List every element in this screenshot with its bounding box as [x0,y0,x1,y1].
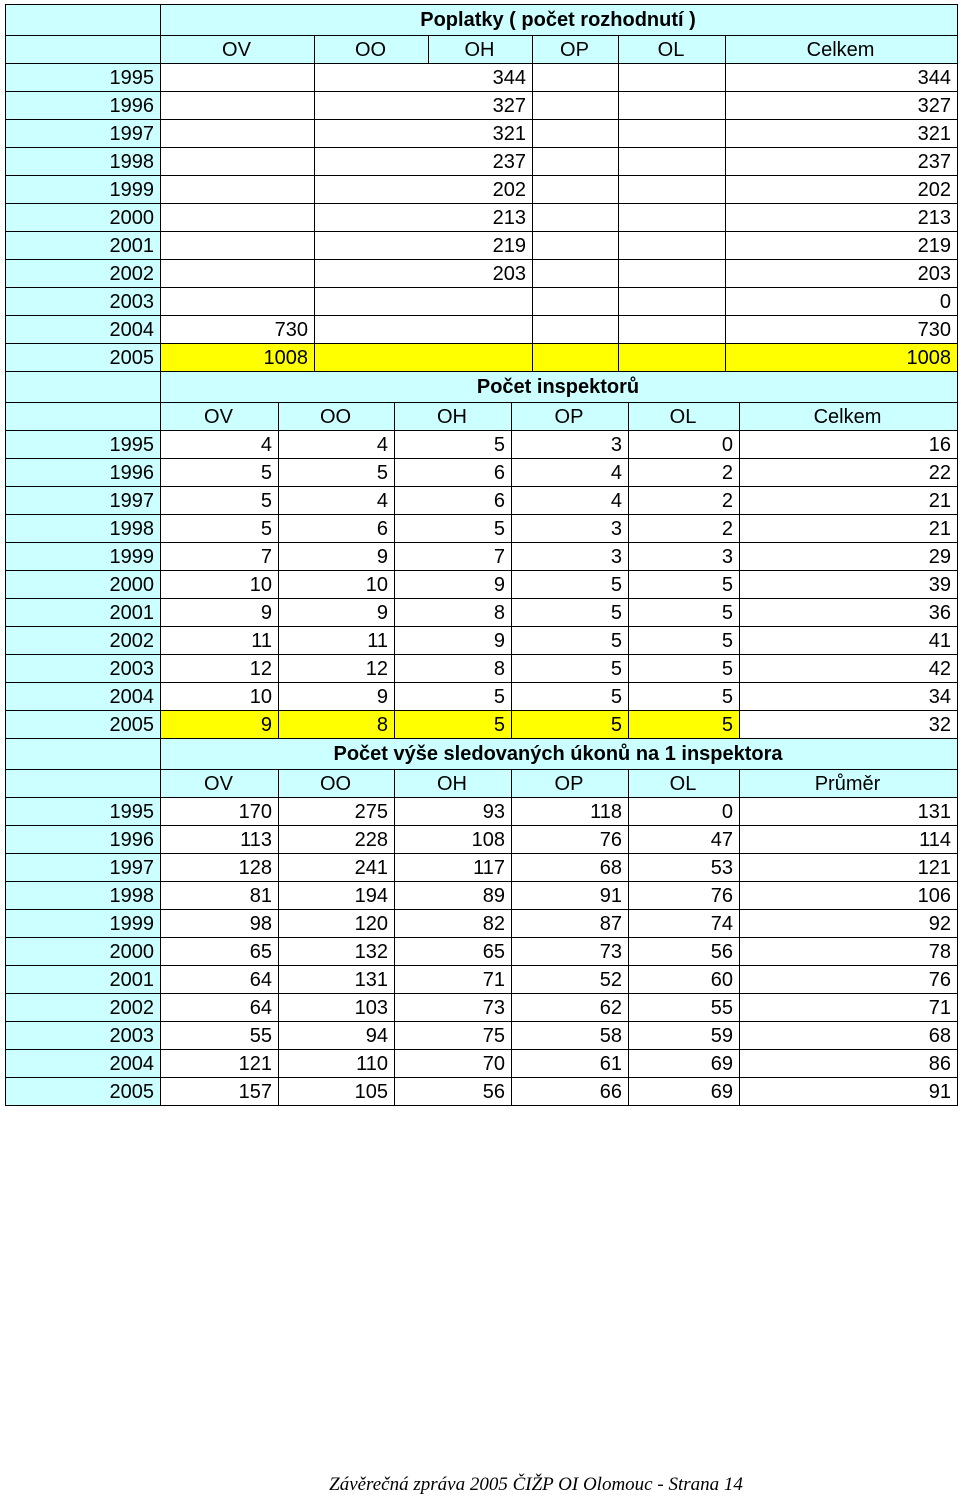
table-cell [533,260,619,288]
table-cell [161,260,315,288]
section2-title: Počet inspektorů [161,372,958,403]
table-cell: 2000 [6,204,161,232]
table-cell: 110 [279,1050,395,1078]
table-cell: 2005 [6,344,161,372]
section1-title: Poplatky ( počet rozhodnutí ) [161,5,958,36]
table-cell: 4 [279,431,395,459]
table-cell: 4 [161,431,279,459]
table-cell: 71 [740,994,958,1022]
table-cell [619,316,726,344]
col-header: OL [629,770,740,798]
table-cell: 91 [512,882,629,910]
table-row [6,148,958,176]
table-cell: 5 [629,627,740,655]
table-cell: 113 [161,826,279,854]
table-row [6,204,958,232]
table-cell: 73 [395,994,512,1022]
table-cell: 16 [740,431,958,459]
table-cell: 34 [740,683,958,711]
table-cell: 76 [512,826,629,854]
table-cell: 5 [395,431,512,459]
table-row [6,711,958,739]
table-row [6,260,958,288]
col-header: OO [279,403,395,431]
table-cell: 9 [161,711,279,739]
table-cell: 6 [395,487,512,515]
table-cell: 1997 [6,854,161,882]
table-cell [619,120,726,148]
table-cell [161,176,315,204]
table-cell: 344 [315,64,533,92]
table-row [6,627,958,655]
table-cell: 9 [395,627,512,655]
table-row [6,798,958,826]
table-cell: 12 [161,655,279,683]
table-row [6,938,958,966]
table-cell: 114 [740,826,958,854]
table-row [6,431,958,459]
table-cell: 60 [629,966,740,994]
table-cell: 5 [512,655,629,683]
table-cell: 6 [279,515,395,543]
table-cell: 2005 [6,711,161,739]
table-cell: 203 [315,260,533,288]
table-row [6,176,958,204]
col-header: OP [512,770,629,798]
table-cell: 61 [512,1050,629,1078]
table-row [6,599,958,627]
table-cell: 56 [629,938,740,966]
table-cell: 730 [726,316,958,344]
col-header: OP [512,403,629,431]
table-row [6,882,958,910]
table-cell [533,232,619,260]
col-header: Celkem [740,403,958,431]
table-cell: 2001 [6,966,161,994]
table-cell: 275 [279,798,395,826]
table-cell: 1999 [6,543,161,571]
table-cell: 2000 [6,571,161,599]
table-cell [533,64,619,92]
table-cell: 121 [740,854,958,882]
table-cell: 78 [740,938,958,966]
table-cell [619,232,726,260]
table-cell: 327 [726,92,958,120]
table-row [6,316,958,344]
table-cell [161,92,315,120]
table-inspektori [5,371,958,739]
table-cell: 5 [395,711,512,739]
table-cell: 53 [629,854,740,882]
table-cell: 321 [726,120,958,148]
table-cell [161,204,315,232]
col-header: OV [161,403,279,431]
table-cell: 219 [315,232,533,260]
table-cell [619,92,726,120]
table-cell: 68 [740,1022,958,1050]
table-cell: 5 [395,515,512,543]
table-cell: 1996 [6,459,161,487]
table-cell: 74 [629,910,740,938]
table-cell [315,288,533,316]
table-cell: 1008 [161,344,315,372]
table-cell: 5 [512,711,629,739]
table-row [6,994,958,1022]
table-cell: 56 [395,1078,512,1106]
table-cell: 52 [512,966,629,994]
table-cell: 2003 [6,655,161,683]
table-cell: 9 [279,599,395,627]
table-cell: 66 [512,1078,629,1106]
table-cell: 132 [279,938,395,966]
table-cell: 2003 [6,1022,161,1050]
table-row [6,655,958,683]
table-row [6,966,958,994]
table-cell: 69 [629,1078,740,1106]
table-cell: 1998 [6,148,161,176]
table-cell: 11 [279,627,395,655]
table-cell: 117 [395,854,512,882]
table-cell [533,204,619,232]
table-cell: 70 [395,1050,512,1078]
table-cell [533,176,619,204]
table-cell: 86 [740,1050,958,1078]
col-header: OP [533,36,619,64]
table-row [6,1078,958,1106]
table-cell: 98 [161,910,279,938]
table-cell: 65 [161,938,279,966]
table-cell: 157 [161,1078,279,1106]
table-cell [533,288,619,316]
table-cell [619,260,726,288]
table-row [6,120,958,148]
table-cell: 228 [279,826,395,854]
table-cell [161,232,315,260]
table-cell: 5 [629,571,740,599]
table-cell: 55 [161,1022,279,1050]
table-cell: 2003 [6,288,161,316]
table-row [6,683,958,711]
table-cell: 7 [161,543,279,571]
table-row [6,854,958,882]
table-cell: 2002 [6,994,161,1022]
table-cell: 2004 [6,1050,161,1078]
table-cell: 11 [161,627,279,655]
table-row [6,459,958,487]
table-cell: 2005 [6,1078,161,1106]
table-row [6,571,958,599]
table-cell: 75 [395,1022,512,1050]
table-cell: 9 [161,599,279,627]
table-ukony-na-inspektora [5,738,958,1106]
table-cell: 1008 [726,344,958,372]
table-cell: 1999 [6,910,161,938]
table-cell [619,204,726,232]
table-cell: 0 [629,798,740,826]
table-cell: 73 [512,938,629,966]
col-header: OV [161,36,315,64]
table-cell: 131 [279,966,395,994]
table-cell: 69 [629,1050,740,1078]
table-cell: 58 [512,1022,629,1050]
table-cell: 128 [161,854,279,882]
table-cell: 2 [629,459,740,487]
table-cell: 202 [726,176,958,204]
table-poplatky [5,4,958,372]
table-cell: 39 [740,571,958,599]
col-header: OO [315,36,429,64]
table-cell: 3 [512,515,629,543]
table-cell: 64 [161,966,279,994]
table-cell: 1995 [6,64,161,92]
table-cell: 321 [315,120,533,148]
table-cell: 5 [512,599,629,627]
table-cell: 170 [161,798,279,826]
page-footer: Závěrečná zpráva 2005 ČIŽP OI Olomouc - Strana 14 [329,1474,743,1495]
table-row [6,92,958,120]
table-cell: 203 [726,260,958,288]
table-cell: 241 [279,854,395,882]
col-header: Průměr [740,770,958,798]
table-cell: 21 [740,487,958,515]
table-cell: 1997 [6,120,161,148]
table-cell: 9 [279,683,395,711]
table-row [6,826,958,854]
table-cell: 5 [629,683,740,711]
spreadsheet [5,4,957,1106]
table-cell: 2001 [6,599,161,627]
table-cell: 47 [629,826,740,854]
table-row [6,232,958,260]
table-cell: 730 [161,316,315,344]
table-cell: 5 [395,683,512,711]
table-cell: 10 [161,571,279,599]
table-cell: 65 [395,938,512,966]
section3-title: Počet výše sledovaných úkonů na 1 inspektora [161,739,958,770]
table-cell: 1999 [6,176,161,204]
table-cell: 5 [512,683,629,711]
table-cell: 5 [512,571,629,599]
table-cell: 91 [740,1078,958,1106]
table-cell: 1997 [6,487,161,515]
table-cell: 118 [512,798,629,826]
table-cell: 62 [512,994,629,1022]
table-cell: 93 [395,798,512,826]
table-cell: 87 [512,910,629,938]
table-row [6,64,958,92]
table-cell: 21 [740,515,958,543]
table-row [6,288,958,316]
table-cell: 92 [740,910,958,938]
table-cell: 42 [740,655,958,683]
table-cell: 120 [279,910,395,938]
table-cell [161,120,315,148]
table-cell [533,92,619,120]
table-cell [533,120,619,148]
table-cell: 2002 [6,627,161,655]
table-cell: 4 [512,487,629,515]
table-cell: 1996 [6,92,161,120]
table-cell: 2000 [6,938,161,966]
table-cell: 8 [279,711,395,739]
table-cell: 2004 [6,683,161,711]
table-cell: 6 [395,459,512,487]
table-cell: 105 [279,1078,395,1106]
table-cell [533,316,619,344]
col-header: OH [395,770,512,798]
table-cell: 103 [279,994,395,1022]
table-cell: 8 [395,599,512,627]
table-cell: 108 [395,826,512,854]
table-cell: 10 [279,571,395,599]
table-cell: 2001 [6,232,161,260]
table-cell: 1998 [6,882,161,910]
table-row [6,515,958,543]
col-header: OL [619,36,726,64]
table-cell [161,64,315,92]
table-cell: 89 [395,882,512,910]
col-header: OH [429,36,533,64]
table-cell [619,344,726,372]
table-cell: 3 [512,431,629,459]
table-row [6,910,958,938]
table-cell: 76 [740,966,958,994]
table-cell: 8 [395,655,512,683]
table-cell: 9 [279,543,395,571]
table-cell: 1996 [6,826,161,854]
table-cell [161,148,315,176]
table-cell [533,344,619,372]
table-cell: 55 [629,994,740,1022]
table-cell: 10 [161,683,279,711]
table-cell: 106 [740,882,958,910]
table-cell [619,148,726,176]
table-cell: 71 [395,966,512,994]
table-cell: 194 [279,882,395,910]
table-cell: 41 [740,627,958,655]
table-cell: 121 [161,1050,279,1078]
table-cell: 2004 [6,316,161,344]
table-cell: 5 [161,487,279,515]
table-cell: 5 [161,459,279,487]
table-cell: 237 [315,148,533,176]
table-cell: 0 [629,431,740,459]
table-cell: 2002 [6,260,161,288]
table-cell: 64 [161,994,279,1022]
table-cell [619,176,726,204]
table-cell: 5 [629,711,740,739]
table-cell [619,64,726,92]
table-cell: 0 [726,288,958,316]
col-header: OO [279,770,395,798]
table-row [6,1050,958,1078]
table-cell: 9 [395,571,512,599]
table-cell: 2 [629,515,740,543]
table-cell: 1995 [6,798,161,826]
table-cell: 4 [512,459,629,487]
table-cell: 82 [395,910,512,938]
table-cell [533,148,619,176]
table-cell [315,344,533,372]
table-row [6,543,958,571]
table-cell: 344 [726,64,958,92]
table-cell: 4 [279,487,395,515]
table-cell: 327 [315,92,533,120]
col-header: Celkem [726,36,958,64]
table-cell: 68 [512,854,629,882]
table-cell: 3 [629,543,740,571]
table-row [6,487,958,515]
table-cell: 131 [740,798,958,826]
table-cell: 219 [726,232,958,260]
table-cell: 29 [740,543,958,571]
col-header: OV [161,770,279,798]
table-cell: 5 [629,599,740,627]
table-cell: 59 [629,1022,740,1050]
col-header: OL [629,403,740,431]
table-cell: 3 [512,543,629,571]
table-row [6,1022,958,1050]
table-cell: 213 [315,204,533,232]
table-cell [315,316,533,344]
table-cell: 94 [279,1022,395,1050]
table-cell: 22 [740,459,958,487]
table-cell: 202 [315,176,533,204]
table-cell: 5 [161,515,279,543]
col-header: OH [395,403,512,431]
table-cell: 5 [512,627,629,655]
table-cell: 81 [161,882,279,910]
table-cell: 32 [740,711,958,739]
table-cell: 7 [395,543,512,571]
table-cell: 36 [740,599,958,627]
table-cell: 213 [726,204,958,232]
table-cell: 237 [726,148,958,176]
table-cell: 1995 [6,431,161,459]
table-cell: 1998 [6,515,161,543]
table-cell [161,288,315,316]
table-row [6,344,958,372]
table-cell: 5 [629,655,740,683]
table-cell [619,288,726,316]
table-cell: 76 [629,882,740,910]
table-cell: 12 [279,655,395,683]
table-cell: 5 [279,459,395,487]
table-cell: 2 [629,487,740,515]
